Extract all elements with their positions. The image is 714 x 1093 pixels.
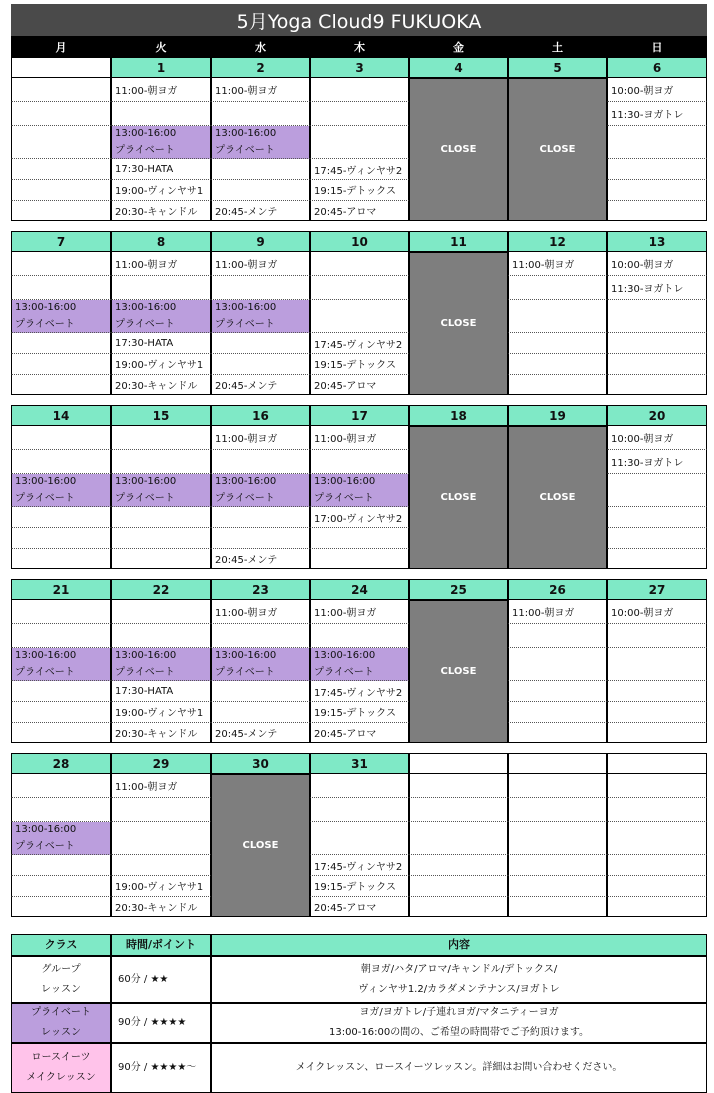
date-cell: 2 bbox=[211, 57, 310, 78]
empty-slot bbox=[11, 333, 111, 354]
date-cell: 23 bbox=[211, 579, 310, 600]
date-cell: 8 bbox=[111, 231, 211, 252]
private-time: 13:00-16:00 bbox=[15, 475, 77, 487]
lesson-slot[interactable]: 20:45-アロマ bbox=[310, 375, 409, 395]
empty-slot bbox=[11, 252, 111, 276]
date-cell: 9 bbox=[211, 231, 310, 252]
page-title: 5月Yoga Cloud9 FUKUOKA bbox=[11, 4, 707, 36]
date-cell: 28 bbox=[11, 753, 111, 774]
empty-slot bbox=[11, 375, 111, 395]
lesson-slot[interactable]: 10:00-朝ヨガ bbox=[607, 600, 707, 624]
private-time: 13:00-16:00 bbox=[15, 649, 77, 661]
empty-slot bbox=[211, 702, 310, 722]
private-label: プライベート bbox=[115, 144, 175, 156]
lesson-slot[interactable]: 11:00-朝ヨガ bbox=[111, 252, 211, 276]
legend-content-line: メイクレッスン、ロースイーツレッスン。詳細はお問い合わせください。 bbox=[295, 1062, 623, 1073]
empty-slot bbox=[607, 180, 707, 200]
lesson-slot[interactable]: 20:30-キャンドル bbox=[111, 201, 211, 221]
empty-slot bbox=[607, 354, 707, 374]
empty-slot bbox=[508, 648, 607, 681]
lesson-slot[interactable]: 11:00-朝ヨガ bbox=[211, 252, 310, 276]
empty-slot bbox=[607, 201, 707, 221]
empty-slot bbox=[11, 774, 111, 798]
empty-slot bbox=[607, 549, 707, 569]
date-cell: 13 bbox=[607, 231, 707, 252]
legend-class bbox=[11, 1043, 111, 1093]
private-time: 13:00-16:00 bbox=[115, 649, 177, 661]
empty-slot bbox=[409, 855, 508, 876]
closed-block: CLOSE bbox=[409, 600, 508, 743]
empty-slot bbox=[211, 681, 310, 702]
empty-slot bbox=[310, 102, 409, 126]
legend-content bbox=[211, 1043, 707, 1093]
lesson-slot[interactable]: 17:45-ヴィンヤサ2 bbox=[310, 855, 409, 876]
lesson-slot[interactable]: 20:45-メンテ bbox=[211, 723, 310, 743]
lesson-slot[interactable]: 10:00-朝ヨガ bbox=[607, 78, 707, 102]
empty-slot bbox=[508, 333, 607, 354]
empty-slot bbox=[11, 549, 111, 569]
lesson-slot[interactable]: 19:15-デトックス bbox=[310, 702, 409, 722]
empty-slot bbox=[11, 876, 111, 896]
date-cell: 6 bbox=[607, 57, 707, 78]
date-cell bbox=[11, 57, 111, 78]
empty-slot bbox=[111, 549, 211, 569]
empty-slot bbox=[111, 450, 211, 474]
lesson-slot[interactable]: 11:00-朝ヨガ bbox=[211, 426, 310, 450]
empty-slot bbox=[111, 426, 211, 450]
empty-slot bbox=[211, 528, 310, 548]
empty-slot bbox=[310, 300, 409, 333]
private-label: プライベート bbox=[215, 318, 275, 330]
private-label: プライベート bbox=[115, 666, 175, 678]
lesson-slot[interactable]: 11:00-朝ヨガ bbox=[310, 426, 409, 450]
weekday-header: 日 bbox=[607, 36, 707, 57]
empty-slot bbox=[508, 300, 607, 333]
private-time: 13:00-16:00 bbox=[15, 823, 77, 835]
legend-content-line: ヴィンヤサ1.2/カラダメンテナンス/ヨガトレ bbox=[358, 983, 560, 995]
empty-slot bbox=[11, 624, 111, 648]
empty-slot bbox=[409, 798, 508, 822]
empty-slot bbox=[111, 528, 211, 548]
empty-slot bbox=[607, 681, 707, 702]
lesson-slot[interactable]: 11:00-朝ヨガ bbox=[310, 600, 409, 624]
empty-slot bbox=[11, 702, 111, 722]
empty-slot bbox=[111, 798, 211, 822]
date-cell: 14 bbox=[11, 405, 111, 426]
lesson-slot[interactable]: 20:45-メンテ bbox=[211, 375, 310, 395]
empty-slot bbox=[607, 126, 707, 159]
empty-slot bbox=[310, 276, 409, 300]
empty-slot bbox=[211, 450, 310, 474]
weekday-header: 土 bbox=[508, 36, 607, 57]
date-cell: 27 bbox=[607, 579, 707, 600]
empty-slot bbox=[310, 774, 409, 798]
empty-slot bbox=[508, 876, 607, 896]
empty-slot bbox=[508, 855, 607, 876]
empty-slot bbox=[508, 822, 607, 855]
closed-block: CLOSE bbox=[409, 252, 508, 395]
legend-time: 90分 / ★★★★〜 bbox=[111, 1043, 211, 1093]
date-cell: 3 bbox=[310, 57, 409, 78]
date-cell: 29 bbox=[111, 753, 211, 774]
empty-slot bbox=[508, 723, 607, 743]
empty-slot bbox=[607, 798, 707, 822]
private-label: プライベート bbox=[115, 492, 175, 504]
empty-slot bbox=[111, 855, 211, 876]
private-label: プライベート bbox=[15, 318, 75, 330]
lesson-slot[interactable]: 10:00-朝ヨガ bbox=[607, 426, 707, 450]
private-label: プライベート bbox=[15, 840, 75, 852]
private-time: 13:00-16:00 bbox=[215, 127, 277, 139]
empty-slot bbox=[11, 855, 111, 876]
date-cell: 10 bbox=[310, 231, 409, 252]
private-label: プライベート bbox=[115, 318, 175, 330]
lesson-slot[interactable]: 19:15-デトックス bbox=[310, 180, 409, 200]
private-time: 13:00-16:00 bbox=[115, 127, 177, 139]
legend-content bbox=[211, 956, 707, 1003]
lesson-slot[interactable]: 19:00-ヴィンヤサ1 bbox=[111, 180, 211, 200]
private-lesson[interactable] bbox=[111, 300, 211, 333]
empty-slot bbox=[607, 528, 707, 548]
date-cell: 26 bbox=[508, 579, 607, 600]
lesson-slot[interactable]: 20:45-アロマ bbox=[310, 201, 409, 221]
legend-header: 内容 bbox=[211, 934, 707, 956]
legend-class-line: レッスン bbox=[41, 983, 81, 995]
private-label: プライベート bbox=[15, 666, 75, 678]
empty-slot bbox=[607, 822, 707, 855]
empty-slot bbox=[11, 600, 111, 624]
empty-slot bbox=[11, 450, 111, 474]
empty-slot bbox=[607, 774, 707, 798]
empty-slot bbox=[607, 855, 707, 876]
date-cell: 17 bbox=[310, 405, 409, 426]
empty-slot bbox=[11, 507, 111, 528]
legend-class-line: プライベート bbox=[31, 1007, 91, 1018]
lesson-slot[interactable]: 20:45-メンテ bbox=[211, 549, 310, 569]
lesson-slot[interactable]: 20:45-アロマ bbox=[310, 897, 409, 917]
empty-slot bbox=[607, 300, 707, 333]
empty-slot bbox=[310, 252, 409, 276]
legend-class-line: ロースイーツ bbox=[31, 1052, 91, 1063]
lesson-slot[interactable]: 20:45-アロマ bbox=[310, 723, 409, 743]
legend-header: 時間/ポイント bbox=[111, 934, 211, 956]
empty-slot bbox=[409, 822, 508, 855]
private-lesson[interactable] bbox=[11, 300, 111, 333]
empty-slot bbox=[508, 702, 607, 722]
date-cell: 25 bbox=[409, 579, 508, 600]
private-time: 13:00-16:00 bbox=[314, 649, 376, 661]
empty-slot bbox=[607, 159, 707, 180]
private-time: 13:00-16:00 bbox=[314, 475, 376, 487]
date-cell bbox=[508, 753, 607, 774]
empty-slot bbox=[310, 528, 409, 548]
legend-class-line: レッスン bbox=[41, 1027, 81, 1038]
lesson-slot[interactable]: 11:00-朝ヨガ bbox=[111, 774, 211, 798]
private-label: プライベート bbox=[215, 666, 275, 678]
private-lesson[interactable] bbox=[211, 474, 310, 507]
lesson-slot[interactable]: 19:00-ヴィンヤサ1 bbox=[111, 354, 211, 374]
date-cell: 11 bbox=[409, 231, 508, 252]
lesson-slot[interactable]: 19:15-デトックス bbox=[310, 354, 409, 374]
date-cell: 30 bbox=[211, 753, 310, 774]
lesson-slot[interactable]: 10:00-朝ヨガ bbox=[607, 252, 707, 276]
date-cell: 18 bbox=[409, 405, 508, 426]
private-label: プライベート bbox=[215, 492, 275, 504]
private-label: プライベート bbox=[215, 144, 275, 156]
weekday-header: 金 bbox=[409, 36, 508, 57]
lesson-slot[interactable]: 20:30-キャンドル bbox=[111, 723, 211, 743]
private-time: 13:00-16:00 bbox=[215, 301, 277, 313]
private-label: プライベート bbox=[314, 666, 374, 678]
lesson-slot[interactable]: 17:30-HATA bbox=[111, 681, 211, 702]
lesson-slot[interactable]: 19:15-デトックス bbox=[310, 876, 409, 896]
date-cell: 15 bbox=[111, 405, 211, 426]
empty-slot bbox=[310, 450, 409, 474]
empty-slot bbox=[111, 624, 211, 648]
legend-time: 90分 / ★★★★ bbox=[111, 1003, 211, 1043]
empty-slot bbox=[310, 798, 409, 822]
empty-slot bbox=[111, 276, 211, 300]
date-cell: 16 bbox=[211, 405, 310, 426]
private-label: プライベート bbox=[314, 492, 374, 504]
date-cell: 20 bbox=[607, 405, 707, 426]
empty-slot bbox=[310, 822, 409, 855]
private-lesson[interactable] bbox=[211, 300, 310, 333]
empty-slot bbox=[508, 624, 607, 648]
closed-block: CLOSE bbox=[409, 426, 508, 569]
empty-slot bbox=[211, 624, 310, 648]
date-cell: 24 bbox=[310, 579, 409, 600]
lesson-slot[interactable]: 11:00-朝ヨガ bbox=[211, 78, 310, 102]
lesson-slot[interactable]: 17:30-HATA bbox=[111, 159, 211, 180]
lesson-slot[interactable]: 19:00-ヴィンヤサ1 bbox=[111, 876, 211, 896]
empty-slot bbox=[211, 354, 310, 374]
legend-content-line: 13:00-16:00の間の、ご希望の時間帯でご予約頂けます。 bbox=[328, 1027, 590, 1038]
empty-slot bbox=[508, 681, 607, 702]
empty-slot bbox=[11, 426, 111, 450]
empty-slot bbox=[111, 822, 211, 855]
lesson-slot[interactable]: 20:30-キャンドル bbox=[111, 897, 211, 917]
empty-slot bbox=[607, 375, 707, 395]
closed-block: CLOSE bbox=[508, 78, 607, 221]
empty-slot bbox=[11, 897, 111, 917]
empty-slot bbox=[11, 354, 111, 374]
lesson-slot[interactable]: 17:45-ヴィンヤサ2 bbox=[310, 681, 409, 702]
empty-slot bbox=[607, 648, 707, 681]
legend-content bbox=[211, 1003, 707, 1043]
date-cell bbox=[607, 753, 707, 774]
private-lesson[interactable] bbox=[11, 822, 111, 855]
empty-slot bbox=[508, 897, 607, 917]
private-lesson[interactable] bbox=[310, 474, 409, 507]
lesson-slot[interactable]: 11:30-ヨガトレ bbox=[607, 102, 707, 126]
lesson-slot[interactable]: 11:30-ヨガトレ bbox=[607, 276, 707, 300]
empty-slot bbox=[211, 159, 310, 180]
date-cell: 5 bbox=[508, 57, 607, 78]
private-time: 13:00-16:00 bbox=[115, 475, 177, 487]
empty-slot bbox=[607, 333, 707, 354]
empty-slot bbox=[11, 681, 111, 702]
lesson-slot[interactable]: 20:45-メンテ bbox=[211, 201, 310, 221]
private-lesson[interactable] bbox=[310, 648, 409, 681]
empty-slot bbox=[607, 474, 707, 507]
empty-slot bbox=[211, 180, 310, 200]
empty-slot bbox=[211, 507, 310, 528]
legend-time: 60分 / ★★ bbox=[111, 956, 211, 1003]
empty-slot bbox=[607, 624, 707, 648]
legend-class-line: メイクレッスン bbox=[26, 1072, 96, 1083]
lesson-slot[interactable]: 20:30-キャンドル bbox=[111, 375, 211, 395]
legend-content-line: ヨガ/ヨガトレ/子連れヨガ/マタニティーヨガ bbox=[359, 1007, 559, 1018]
empty-slot bbox=[310, 624, 409, 648]
empty-slot bbox=[111, 600, 211, 624]
empty-slot bbox=[111, 507, 211, 528]
legend-header: クラス bbox=[11, 934, 111, 956]
weekday-header: 火 bbox=[111, 36, 211, 57]
private-lesson[interactable] bbox=[111, 474, 211, 507]
date-cell: 21 bbox=[11, 579, 111, 600]
empty-slot bbox=[409, 774, 508, 798]
lesson-slot[interactable]: 11:00-朝ヨガ bbox=[508, 600, 607, 624]
private-time: 13:00-16:00 bbox=[215, 649, 277, 661]
date-cell: 4 bbox=[409, 57, 508, 78]
empty-slot bbox=[211, 102, 310, 126]
legend-class bbox=[11, 1003, 111, 1043]
date-cell: 31 bbox=[310, 753, 409, 774]
empty-slot bbox=[211, 276, 310, 300]
empty-slot bbox=[607, 702, 707, 722]
empty-slot bbox=[607, 723, 707, 743]
empty-slot bbox=[11, 723, 111, 743]
date-cell bbox=[409, 753, 508, 774]
empty-slot bbox=[409, 876, 508, 896]
lesson-slot[interactable]: 11:00-朝ヨガ bbox=[111, 78, 211, 102]
private-lesson[interactable] bbox=[111, 126, 211, 159]
closed-block: CLOSE bbox=[508, 426, 607, 569]
empty-slot bbox=[11, 102, 111, 126]
private-lesson[interactable] bbox=[211, 126, 310, 159]
lesson-slot[interactable]: 17:45-ヴィンヤサ2 bbox=[310, 333, 409, 354]
empty-slot bbox=[11, 201, 111, 221]
private-time: 13:00-16:00 bbox=[215, 475, 277, 487]
date-cell: 22 bbox=[111, 579, 211, 600]
empty-slot bbox=[508, 774, 607, 798]
closed-block: CLOSE bbox=[409, 78, 508, 221]
private-label: プライベート bbox=[15, 492, 75, 504]
empty-slot bbox=[607, 897, 707, 917]
lesson-slot[interactable]: 11:30-ヨガトレ bbox=[607, 450, 707, 474]
date-cell: 12 bbox=[508, 231, 607, 252]
empty-slot bbox=[11, 126, 111, 159]
empty-slot bbox=[11, 180, 111, 200]
lesson-slot[interactable]: 17:00-ヴィンヤサ2 bbox=[310, 507, 409, 528]
empty-slot bbox=[310, 549, 409, 569]
weekday-header: 月 bbox=[11, 36, 111, 57]
weekday-header: 木 bbox=[310, 36, 409, 57]
legend-class-line: グループ bbox=[41, 963, 81, 975]
empty-slot bbox=[11, 78, 111, 102]
empty-slot bbox=[211, 333, 310, 354]
lesson-slot[interactable]: 11:00-朝ヨガ bbox=[211, 600, 310, 624]
private-lesson[interactable] bbox=[11, 648, 111, 681]
date-cell: 7 bbox=[11, 231, 111, 252]
empty-slot bbox=[508, 798, 607, 822]
empty-slot bbox=[409, 897, 508, 917]
date-cell: 19 bbox=[508, 405, 607, 426]
empty-slot bbox=[310, 78, 409, 102]
lesson-slot[interactable]: 11:00-朝ヨガ bbox=[508, 252, 607, 276]
closed-block: CLOSE bbox=[211, 774, 310, 917]
empty-slot bbox=[111, 102, 211, 126]
private-lesson[interactable] bbox=[211, 648, 310, 681]
private-time: 13:00-16:00 bbox=[115, 301, 177, 313]
empty-slot bbox=[310, 126, 409, 159]
legend-class bbox=[11, 956, 111, 1003]
empty-slot bbox=[11, 798, 111, 822]
private-lesson[interactable] bbox=[11, 474, 111, 507]
weekday-header: 水 bbox=[211, 36, 310, 57]
private-lesson[interactable] bbox=[111, 648, 211, 681]
private-time: 13:00-16:00 bbox=[15, 301, 77, 313]
empty-slot bbox=[11, 528, 111, 548]
lesson-slot[interactable]: 17:45-ヴィンヤサ2 bbox=[310, 159, 409, 180]
lesson-slot[interactable]: 17:30-HATA bbox=[111, 333, 211, 354]
date-cell: 1 bbox=[111, 57, 211, 78]
empty-slot bbox=[607, 507, 707, 528]
lesson-slot[interactable]: 19:00-ヴィンヤサ1 bbox=[111, 702, 211, 722]
empty-slot bbox=[508, 354, 607, 374]
legend-content-line: 朝ヨガ/ハタ/アロマ/キャンドル/デトックス/ bbox=[360, 963, 558, 975]
empty-slot bbox=[607, 876, 707, 896]
empty-slot bbox=[11, 276, 111, 300]
empty-slot bbox=[508, 276, 607, 300]
empty-slot bbox=[11, 159, 111, 180]
empty-slot bbox=[508, 375, 607, 395]
